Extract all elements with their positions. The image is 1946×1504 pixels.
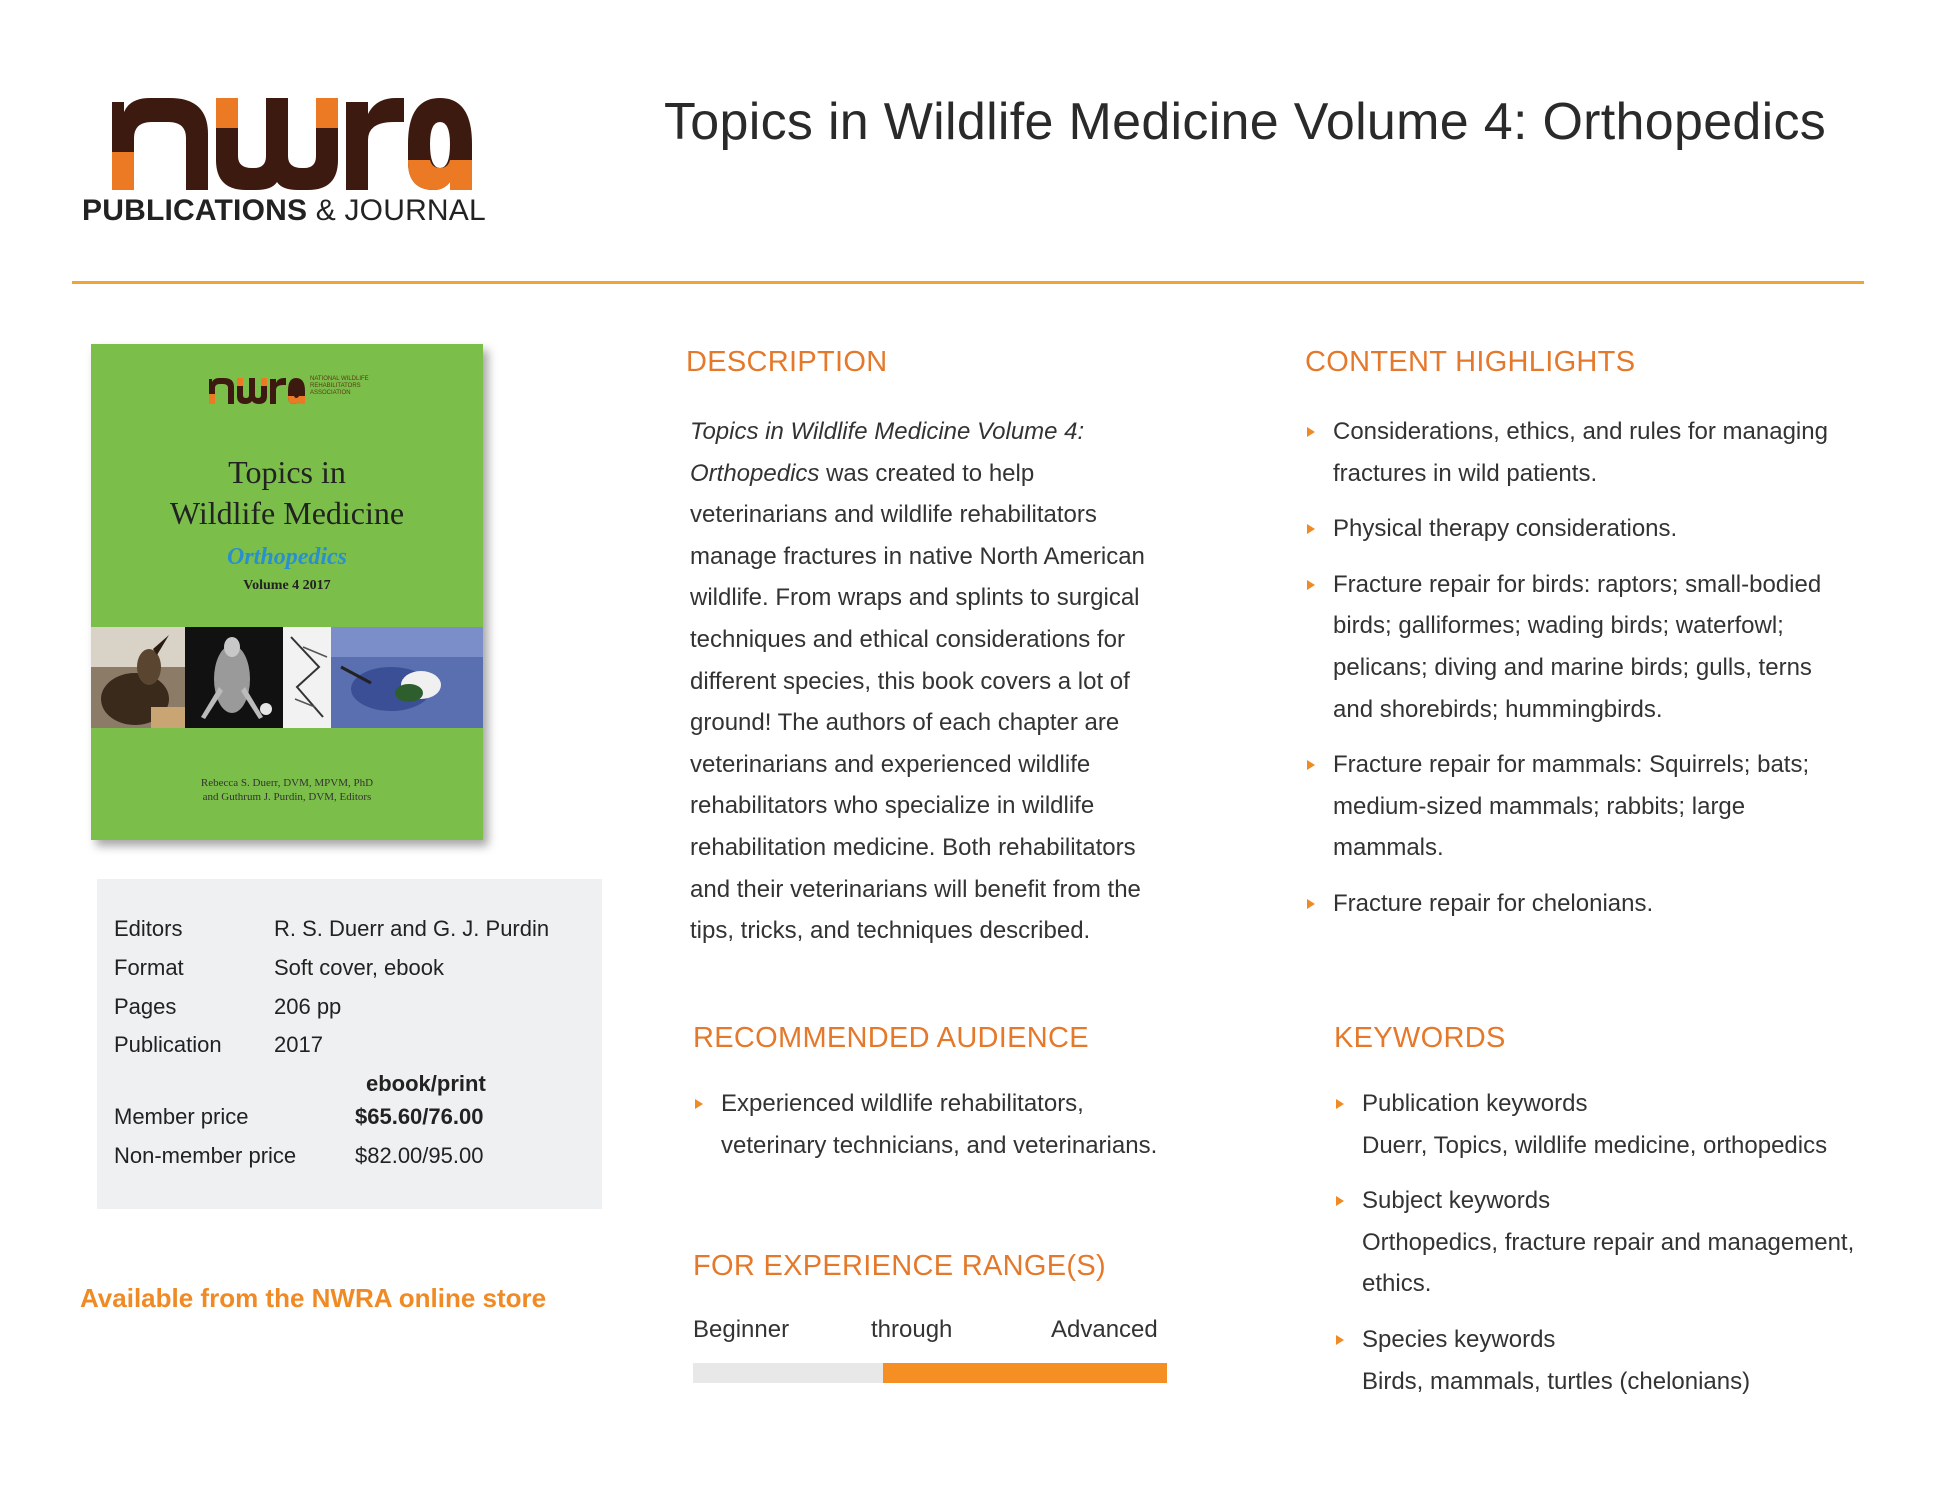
detail-label-editors: Editors xyxy=(114,916,183,941)
detail-value-editors: R. S. Duerr and G. J. Purdin xyxy=(274,916,550,941)
experience-range-bar xyxy=(693,1363,1167,1383)
description-line: rehabilitators who specialize in wildlife xyxy=(690,792,1095,820)
description-line xyxy=(690,453,1210,495)
cover-title xyxy=(91,452,483,534)
list-item-line: and shorebirds; hummingbirds. xyxy=(1333,695,1663,723)
range-label-mid: through xyxy=(871,1316,953,1343)
bullet-triangle-icon xyxy=(1336,1196,1344,1206)
list-item-line: birds; galliformes; wading birds; waterfowl; xyxy=(1333,612,1784,640)
list-item-line: veterinary technicians, and veterinarians. xyxy=(721,1131,1158,1159)
detail-value-format: Soft cover, ebook xyxy=(274,955,444,980)
logo-subtitle-bold: PUBLICATIONS xyxy=(82,194,308,227)
description-line-rest: was created to help xyxy=(819,459,1035,487)
detail-label-publication: Publication xyxy=(114,1032,222,1057)
detail-label-pages: Pages xyxy=(114,994,177,1019)
description-line: veterinarians and wildlife rehabilitators xyxy=(690,501,1097,529)
description-line: ground! The authors of each chapter are xyxy=(690,709,1120,737)
keywords-list xyxy=(1334,1083,1934,1416)
bullet-triangle-icon xyxy=(1307,524,1315,534)
list-item-line: Considerations, ethics, and rules for managing xyxy=(1333,418,1828,445)
cover-editors-line-1: Rebecca S. Duerr, DVM, MPVM, PhD xyxy=(200,777,374,789)
list-item-line: medium-sized mammals; rabbits; large xyxy=(1333,792,1746,820)
description-line: different species, this book covers a lot of xyxy=(690,667,1130,695)
list-item-line: Experienced wildlife rehabilitators, xyxy=(721,1090,1084,1117)
audience-list xyxy=(693,1083,1213,1166)
bullet-triangle-icon xyxy=(1307,580,1315,590)
cover-logo-tagline: NATIONAL WILDLIFE REHABILITATORS ASSOCIATION xyxy=(310,376,369,396)
bullet-triangle-icon xyxy=(1336,1335,1344,1345)
list-item-line: Physical therapy considerations. xyxy=(1333,515,1678,543)
list-item xyxy=(693,1083,1213,1166)
audience-heading: RECOMMENDED AUDIENCE xyxy=(693,1022,1089,1054)
store-link[interactable]: Available from the NWRA online store xyxy=(80,1283,547,1313)
nwra-logo xyxy=(112,78,472,190)
description-line: rehabilitation medicine. Both rehabilitators xyxy=(690,833,1136,861)
cover-editors-line-2: and Guthrum J. Purdin, DVM, Editors xyxy=(202,791,372,803)
cover-title-line-1: Topics in xyxy=(228,454,346,490)
description-line: techniques and ethical considerations for xyxy=(690,625,1125,653)
nonmember-price-label: Non-member price xyxy=(114,1143,297,1168)
logo-subtitle-rest: & JOURNAL xyxy=(307,194,486,227)
description-line: wildlife. From wraps and splints to surgical xyxy=(690,584,1140,612)
list-item xyxy=(1305,564,1905,730)
cover-nwra-logo xyxy=(209,374,305,404)
list-item-line: Orthopedics, fracture repair and management, xyxy=(1362,1228,1855,1256)
range-label-start: Beginner xyxy=(693,1316,790,1343)
member-price-value: $65.60/76.00 xyxy=(355,1104,484,1129)
description-line: veterinarians and experienced wildlife xyxy=(690,750,1091,778)
header-divider xyxy=(72,281,1864,284)
detail-value-publication: 2017 xyxy=(274,1032,323,1057)
description-line: manage fractures in native North American xyxy=(690,542,1145,570)
cover-title-line-2: Wildlife Medicine xyxy=(169,495,405,531)
list-item-line: Fracture repair for chelonians. xyxy=(1333,889,1654,917)
description-line: and their veterinarians will benefit from the xyxy=(690,875,1141,903)
nonmember-price-value: $82.00/95.00 xyxy=(355,1143,484,1168)
book-cover xyxy=(91,344,483,840)
list-item-line: Publication keywords xyxy=(1362,1090,1588,1117)
list-item-line: Birds, mammals, turtles (chelonians) xyxy=(1362,1367,1751,1395)
cover-editors xyxy=(91,776,483,804)
list-item-line: ethics. xyxy=(1362,1270,1432,1298)
bullet-triangle-icon xyxy=(1307,899,1315,909)
cover-volume: Volume 4 2017 xyxy=(243,578,331,593)
cover-photo-strip xyxy=(91,627,483,728)
highlights-list xyxy=(1305,411,1905,939)
description-title-italic-2: Orthopedics xyxy=(690,459,820,487)
description-text xyxy=(690,411,1210,952)
price-header: ebook/print xyxy=(366,1071,486,1096)
list-item xyxy=(1305,744,1905,869)
list-item-line: fractures in wild patients. xyxy=(1333,459,1598,487)
bullet-triangle-icon xyxy=(695,1099,703,1109)
page-title: Topics in Wildlife Medicine Volume 4: Orthopedics xyxy=(664,93,1827,151)
description-line xyxy=(690,411,1210,453)
bullet-triangle-icon xyxy=(1307,427,1315,437)
logo-subtitle xyxy=(82,194,486,228)
list-item xyxy=(1334,1180,1934,1305)
description-line: tips, tricks, and techniques described. xyxy=(690,917,1091,945)
description-heading: DESCRIPTION xyxy=(686,346,888,378)
detail-label-format: Format xyxy=(114,955,184,980)
list-item-line: Fracture repair for mammals: Squirrels; bats; xyxy=(1333,751,1810,779)
list-item-line: Duerr, Topics, wildlife medicine, orthopedics xyxy=(1362,1131,1828,1159)
bullet-triangle-icon xyxy=(1307,760,1315,770)
member-price-label: Member price xyxy=(114,1104,249,1129)
list-item xyxy=(1305,411,1905,494)
description-title-italic: Topics in Wildlife Medicine Volume 4: xyxy=(690,418,1085,445)
list-item-line: Species keywords xyxy=(1362,1325,1556,1353)
book-details-box xyxy=(97,879,602,1209)
keywords-heading: KEYWORDS xyxy=(1334,1022,1506,1054)
cover-subtitle: Orthopedics xyxy=(227,544,347,570)
highlights-heading: CONTENT HIGHLIGHTS xyxy=(1305,346,1636,378)
list-item xyxy=(1334,1083,1934,1166)
bullet-triangle-icon xyxy=(1336,1099,1344,1109)
detail-value-pages: 206 pp xyxy=(274,994,342,1019)
list-item xyxy=(1334,1319,1934,1402)
list-item xyxy=(1305,508,1905,550)
list-item xyxy=(1305,883,1905,925)
list-item-line: Subject keywords xyxy=(1362,1187,1551,1215)
list-item-line: pelicans; diving and marine birds; gulls, terns xyxy=(1333,653,1812,681)
range-label-end: Advanced xyxy=(1051,1316,1158,1343)
experience-heading: FOR EXPERIENCE RANGE(S) xyxy=(693,1250,1106,1282)
list-item-line: mammals. xyxy=(1333,834,1444,862)
list-item-line: Fracture repair for birds: raptors; small-bodied xyxy=(1333,570,1822,598)
experience-range-fill xyxy=(883,1363,1167,1383)
